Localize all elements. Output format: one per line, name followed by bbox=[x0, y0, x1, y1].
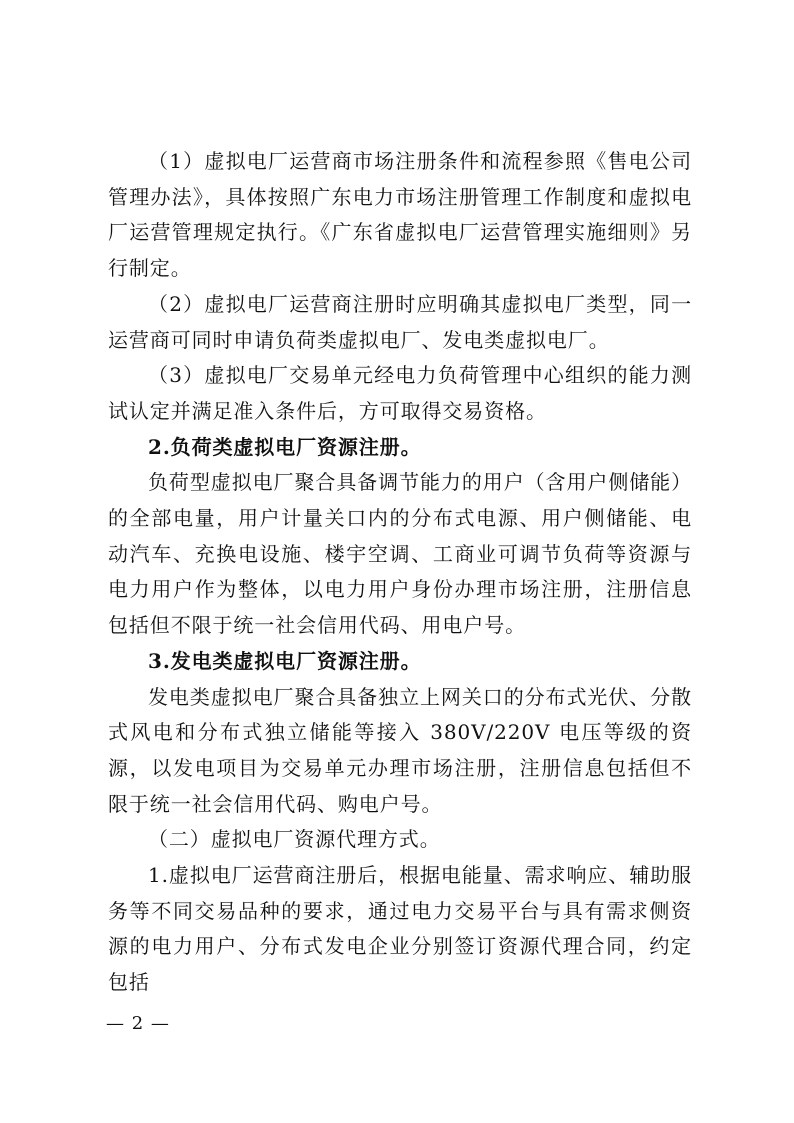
paragraph-market-registration-conditions: （1）虚拟电厂运营商市场注册条件和流程参照《售电公司管理办法》，具体按照广东电力市场注册管理工作制度和虚拟电厂运营管理规定执行。《广东省虚拟电厂运营管理实施细则》另行制定。 bbox=[108, 149, 692, 281]
heading-generation-resource-registration: 3.发电类虚拟电厂资源注册。 bbox=[148, 648, 422, 673]
paragraph-generation-resource-registration: 发电类虚拟电厂聚合具备独立上网关口的分布式光伏、分散式风电和分布式独立储能等接入 380V/220V 电压等级的资源，以发电项目为交易单元办理市场注册，注册信息包括但不限于统一社会信用代码、购电户号。 bbox=[108, 684, 692, 816]
body-text bbox=[108, 144, 692, 1001]
heading-load-resource-registration: 2.负荷类虚拟电厂资源注册。 bbox=[148, 434, 422, 459]
heading-resource-agency-method: （二）虚拟电厂资源代理方式。 bbox=[148, 827, 441, 852]
paragraph-resource-agency-contract: 1.虚拟电厂运营商注册后，根据电能量、需求响应、辅助服务等不同交易品种的要求，通过电力交易平台与具有需求侧资源的电力用户、分布式发电企业分别签订资源代理合同，约定包括 bbox=[108, 863, 692, 995]
paragraph-capability-test: （3）虚拟电厂交易单元经电力负荷管理中心组织的能力测试认定并满足准入条件后，方可取得交易资格。 bbox=[108, 363, 692, 423]
page-number: — 2 — bbox=[106, 1013, 170, 1034]
paragraph-load-resource-registration: 负荷型虚拟电厂聚合具备调节能力的用户（含用户侧储能）的全部电量，用户计量关口内的分布式电源、用户侧储能、电动汽车、充换电设施、楼宇空调、工商业可调节负荷等资源与电力用户作为整体，以电力用户身份办理市场注册，注册信息包括但不限于统一社会信用代码、用电户号。 bbox=[108, 470, 692, 638]
paragraph-operator-type: （2）虚拟电厂运营商注册时应明确其虚拟电厂类型，同一运营商可同时申请负荷类虚拟电厂、发电类虚拟电厂。 bbox=[108, 291, 692, 352]
